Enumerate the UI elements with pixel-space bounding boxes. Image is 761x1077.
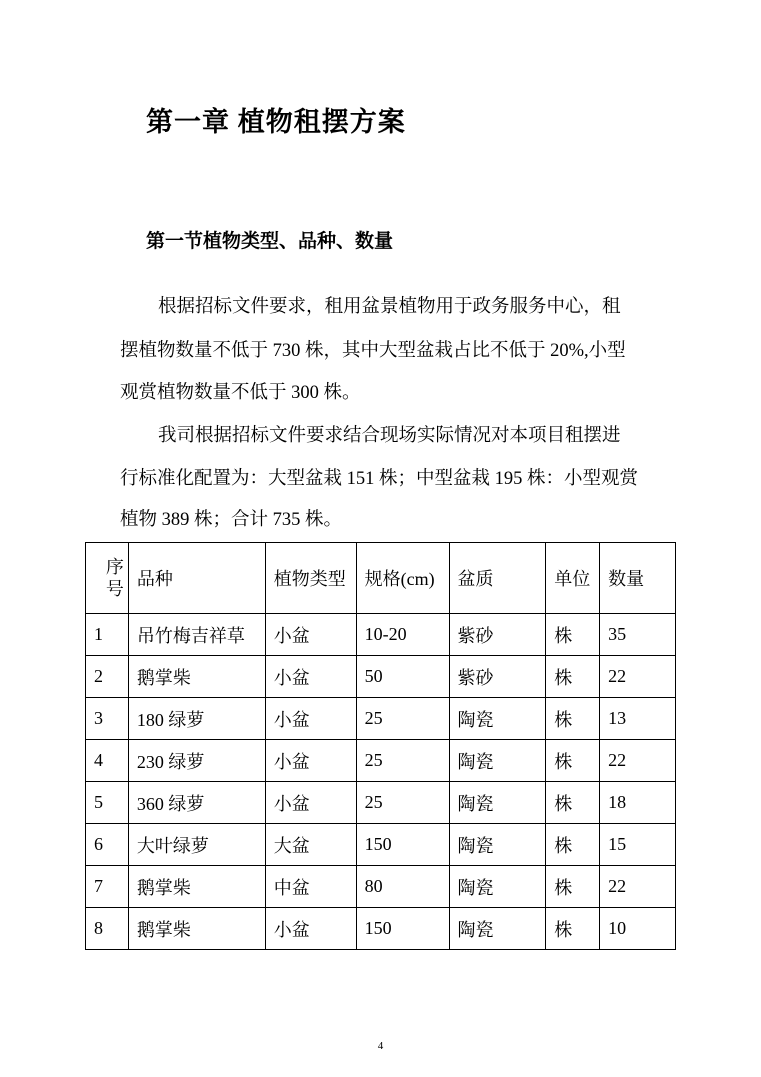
cell-pot: 陶瓷 bbox=[449, 908, 546, 950]
cell-seq: 4 bbox=[86, 740, 129, 782]
table-row bbox=[86, 698, 676, 740]
cell-variety: 吊竹梅吉祥草 bbox=[128, 614, 265, 656]
table-row bbox=[86, 614, 676, 656]
header-variety: 品种 bbox=[128, 543, 265, 614]
paragraph-line: 摆植物数量不低于 730 株，其中大型盆栽占比不低于 20%,小型 bbox=[120, 341, 626, 361]
cell-seq: 5 bbox=[86, 782, 129, 824]
header-type: 植物类型 bbox=[265, 543, 356, 614]
cell-variety: 360 绿萝 bbox=[128, 782, 265, 824]
table-header-row bbox=[86, 543, 676, 614]
section-title: 第一节植物类型、品种、数量 bbox=[146, 231, 394, 252]
table-row bbox=[86, 824, 676, 866]
cell-type: 小盆 bbox=[265, 698, 356, 740]
cell-variety: 230 绿萝 bbox=[128, 740, 265, 782]
cell-unit: 株 bbox=[546, 782, 600, 824]
cell-seq: 3 bbox=[86, 698, 129, 740]
cell-spec: 25 bbox=[356, 782, 449, 824]
cell-qty: 15 bbox=[600, 824, 676, 866]
table-row bbox=[86, 656, 676, 698]
chapter-title: 第一章 植物租摆方案 bbox=[146, 107, 406, 137]
cell-variety: 鹅掌柴 bbox=[128, 866, 265, 908]
table-row bbox=[86, 782, 676, 824]
cell-type: 小盆 bbox=[265, 782, 356, 824]
header-seq-line1: 序 bbox=[105, 557, 124, 577]
paragraph-line: 观赏植物数量不低于 300 株。 bbox=[120, 383, 361, 403]
table-row bbox=[86, 740, 676, 782]
header-spec: 规格(cm) bbox=[356, 543, 449, 614]
cell-qty: 13 bbox=[600, 698, 676, 740]
cell-spec: 50 bbox=[356, 656, 449, 698]
cell-unit: 株 bbox=[546, 614, 600, 656]
header-unit: 单位 bbox=[546, 543, 600, 614]
header-seq-line2: 号 bbox=[105, 579, 124, 599]
cell-spec: 150 bbox=[356, 824, 449, 866]
cell-spec: 25 bbox=[356, 698, 449, 740]
cell-variety: 鹅掌柴 bbox=[128, 908, 265, 950]
cell-pot: 陶瓷 bbox=[449, 824, 546, 866]
cell-qty: 10 bbox=[600, 908, 676, 950]
cell-qty: 18 bbox=[600, 782, 676, 824]
cell-seq: 7 bbox=[86, 866, 129, 908]
cell-seq: 6 bbox=[86, 824, 129, 866]
cell-type: 小盆 bbox=[265, 656, 356, 698]
cell-seq: 2 bbox=[86, 656, 129, 698]
header-seq bbox=[86, 543, 129, 614]
cell-unit: 株 bbox=[546, 824, 600, 866]
cell-pot: 紫砂 bbox=[449, 656, 546, 698]
page-number: 4 bbox=[377, 1040, 384, 1052]
cell-spec: 25 bbox=[356, 740, 449, 782]
cell-spec: 80 bbox=[356, 866, 449, 908]
cell-unit: 株 bbox=[546, 698, 600, 740]
paragraph-line: 植物 389 株；合计 735 株。 bbox=[120, 510, 343, 530]
header-qty: 数量 bbox=[600, 543, 676, 614]
cell-pot: 陶瓷 bbox=[449, 698, 546, 740]
cell-pot: 陶瓷 bbox=[449, 740, 546, 782]
table-row bbox=[86, 866, 676, 908]
cell-variety: 大叶绿萝 bbox=[128, 824, 265, 866]
cell-type: 小盆 bbox=[265, 614, 356, 656]
header-pot: 盆质 bbox=[449, 543, 546, 614]
cell-unit: 株 bbox=[546, 740, 600, 782]
plant-table bbox=[85, 542, 676, 950]
cell-unit: 株 bbox=[546, 866, 600, 908]
cell-pot: 陶瓷 bbox=[449, 782, 546, 824]
cell-unit: 株 bbox=[546, 908, 600, 950]
paragraph-line: 我司根据招标文件要求结合现场实际情况对本项目租摆进 bbox=[158, 426, 621, 446]
cell-unit: 株 bbox=[546, 656, 600, 698]
paragraph-line: 行标准化配置为：大型盆栽 151 株；中型盆栽 195 株：小型观赏 bbox=[120, 469, 639, 489]
cell-pot: 紫砂 bbox=[449, 614, 546, 656]
cell-type: 小盆 bbox=[265, 908, 356, 950]
cell-spec: 10-20 bbox=[356, 614, 449, 656]
cell-variety: 鹅掌柴 bbox=[128, 656, 265, 698]
cell-variety: 180 绿萝 bbox=[128, 698, 265, 740]
cell-spec: 150 bbox=[356, 908, 449, 950]
cell-seq: 1 bbox=[86, 614, 129, 656]
cell-qty: 22 bbox=[600, 740, 676, 782]
cell-type: 小盆 bbox=[265, 740, 356, 782]
cell-type: 大盆 bbox=[265, 824, 356, 866]
table-row bbox=[86, 908, 676, 950]
paragraph-line: 根据招标文件要求，租用盆景植物用于政务服务中心，租 bbox=[158, 297, 621, 317]
cell-type: 中盆 bbox=[265, 866, 356, 908]
cell-seq: 8 bbox=[86, 908, 129, 950]
cell-qty: 35 bbox=[600, 614, 676, 656]
cell-qty: 22 bbox=[600, 866, 676, 908]
cell-pot: 陶瓷 bbox=[449, 866, 546, 908]
cell-qty: 22 bbox=[600, 656, 676, 698]
